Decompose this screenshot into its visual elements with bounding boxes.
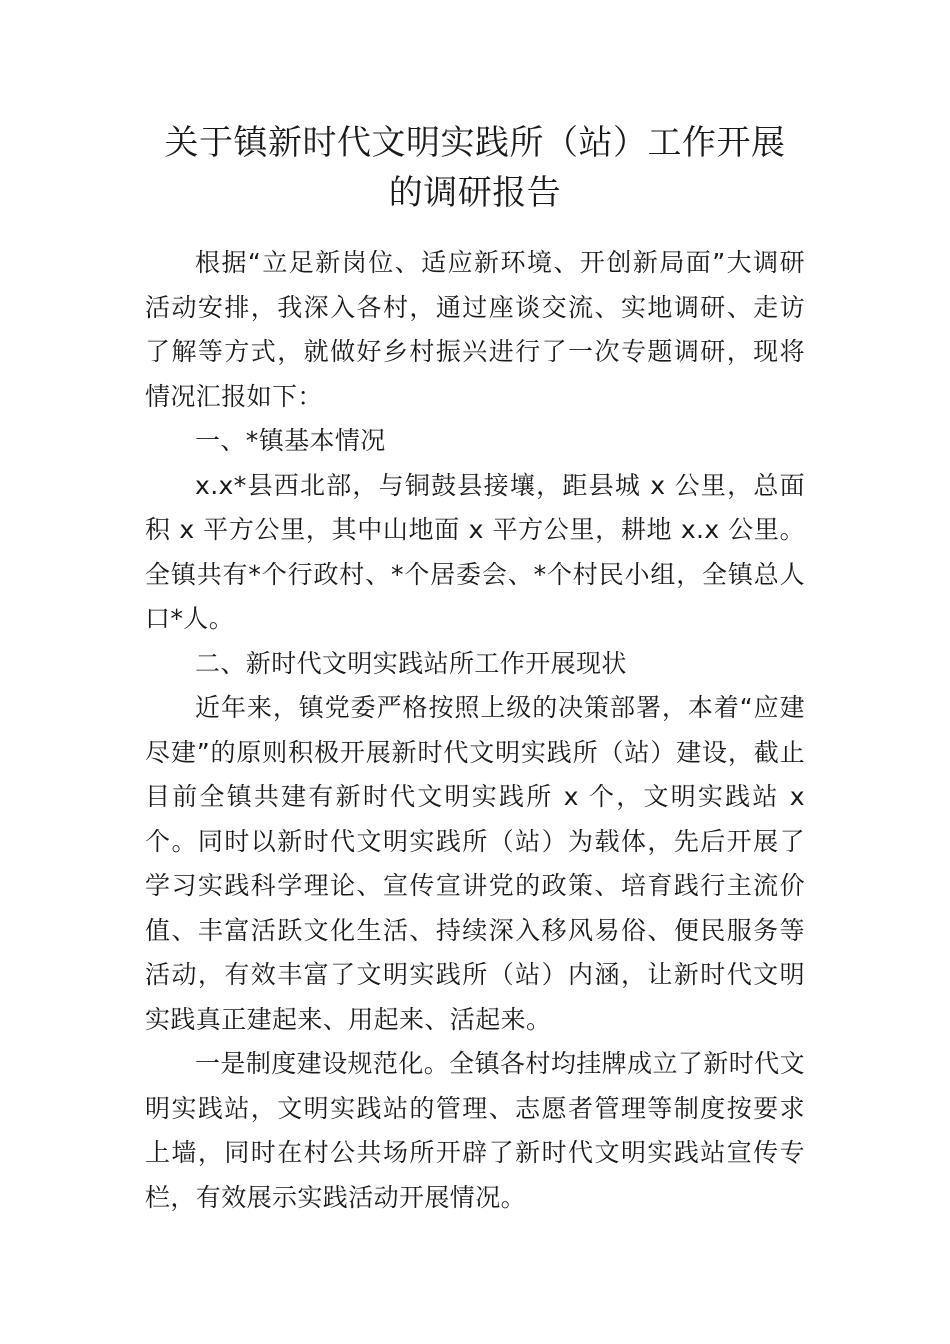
- title-line-1: 关于镇新时代文明实践所（站）工作开展: [164, 123, 786, 163]
- document-title: [120, 118, 830, 218]
- document-body: [145, 241, 805, 1220]
- intro-paragraph: 根据“立足新岗位、适应新环境、开创新局面”大调研活动安排，我深入各村，通过座谈交流、实地调研、走访了解等方式，就做好乡村振兴进行了一次专题调研，现将情况汇报如下：: [145, 248, 805, 411]
- status-paragraph: 近年来，镇党委严格按照上级的决策部署，本着“应建尽建”的原则积极开展新时代文明实践所（站）建设，截止目前全镇共建有新时代文明实践所 x 个，文明实践站 x 个。同时以新时代文明实践所（站）为载体，先后开展了学习实践科学理论、宣传宣讲党的政策、培育践行主流价值、丰富活跃文化生活、持续深入移风易俗、便民服务等活动，有效丰富了文明实践所（站）内涵，让新时代文明实践真正建起来、用起来、活起来。: [145, 693, 805, 1034]
- title-line-2: 的调研报告: [388, 173, 562, 213]
- basic-info-paragraph: x.x*县西北部，与铜鼓县接壤，距县城 x 公里，总面积 x 平方公里，其中山地面 x 平方公里，耕地 x.x 公里。全镇共有*个行政村、*个居委会、*个村民小组，全镇总人口*人。: [145, 470, 805, 633]
- institution-paragraph: 一是制度建设规范化。全镇各村均挂牌成立了新时代文明实践站，文明实践站的管理、志愿者管理等制度按要求上墙，同时在村公共场所开辟了新时代文明实践站宣传专栏，有效展示实践活动开展情况。: [145, 1049, 805, 1212]
- section-heading-2: 二、新时代文明实践站所工作开展现状: [195, 648, 627, 678]
- section-heading-1: 一、*镇基本情况: [195, 426, 386, 455]
